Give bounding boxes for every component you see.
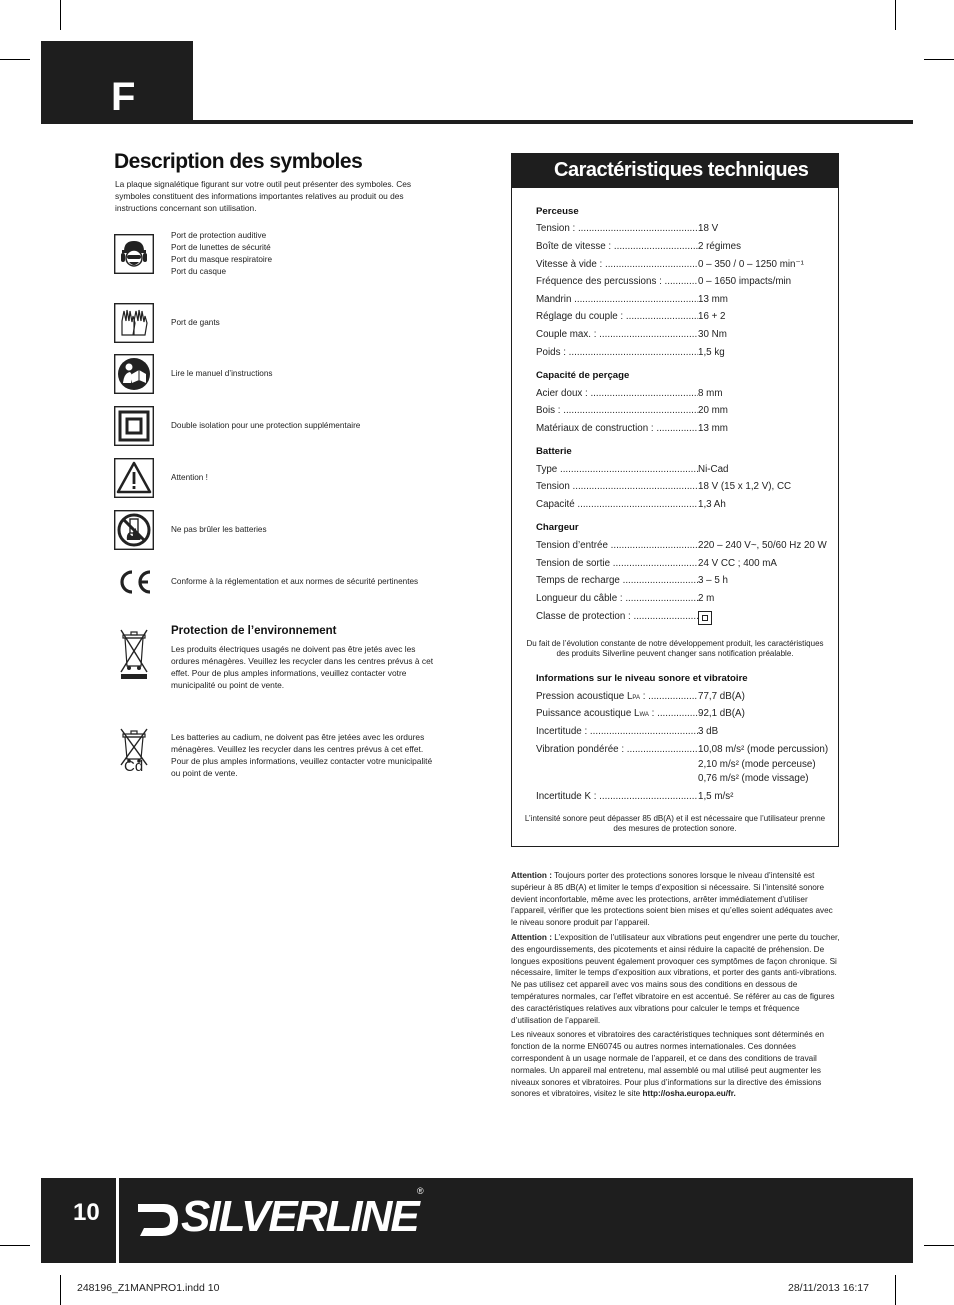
symbol-text: Lire le manuel d’instructions	[171, 369, 273, 378]
no-burn-battery-icon	[114, 510, 154, 550]
footer-bar	[41, 1178, 913, 1263]
language-letter: F	[111, 75, 136, 119]
group-title: Capacité de perçage	[536, 370, 630, 381]
spec-row: Classe de protection : .....	[536, 611, 836, 625]
header-rule	[41, 120, 913, 124]
warning-vibration: Attention : L’exposition de l’utilisateur aux vibrations peut engendrer une perte du toucher, des engourdissements, des picotements et ainsi réduire la capacité de préhension. De longues expositions peuvent également provoquer ces symptômes de façon chronique. Si nécessaire, limiter le temps d’exposition aux vibrations, et porter des gants anti-vibrations. Ne pas utilisez cet appareil avec vos mains sous des conditions en dessous de températures normales, car l’effet vibratoire en est accentué. Se référer au cas de figures des caractéristiques relatives aux vibrations pour calculer le temps et fréquence d’utilisation de l’appareil.	[511, 932, 840, 1025]
crop-mark	[60, 1275, 61, 1305]
spec-row: Mandrin ..... 13 mm	[536, 294, 836, 308]
warning-noise: Attention : Toujours porter des protections sonores lorsque le niveau d’intensité est supérieur à 85 dB(A) et limiter le temps d’exposition si nécessaire. Si l’intensité sonore devient inconfortable, même avec les protections, arrêter immédiatement d’utiliser l’appareil, vérifier que les protections soient bien mises et qu’elles soient adéquates avec le niveau sonore produit par l’appareil.	[511, 871, 833, 928]
crop-mark	[0, 1245, 30, 1246]
spec-row: Acier doux : ..... 8 mm	[536, 388, 836, 402]
group-title: Perceuse	[536, 206, 579, 217]
spec-row: Capacité ..... 1,3 Ah	[536, 499, 836, 513]
vibration-vissage: 0,76 m/s² (mode vissage)	[698, 773, 809, 784]
evolution-note: Du fait de l’évolution constante de notre développement produit, les caractéristiques des produits Silverline peuvent changer sans notification préalable.	[526, 639, 824, 658]
crop-mark	[895, 1275, 896, 1305]
footer-divider	[116, 1178, 119, 1263]
spec-row: Vibration pondérée : ..... 10,08 m/s² (mode percussion)	[536, 744, 836, 758]
crop-mark	[0, 59, 30, 60]
osha-link[interactable]: http://osha.europa.eu/fr.	[642, 1089, 736, 1099]
spec-row: Longueur du câble : ..... 2 m	[536, 593, 836, 607]
tech-specs-box	[511, 153, 839, 847]
spec-row: Tension ..... 18 V (15 x 1,2 V), CC	[536, 481, 836, 495]
vibration-perceuse: 2,10 m/s² (mode perceuse)	[698, 759, 816, 770]
crop-mark	[924, 59, 954, 60]
spec-row: Tension d’entrée ..... 220 – 240 V~, 50/60 Hz 20 W	[536, 540, 836, 554]
symbol-text: Port de protection auditive Port de lunettes de sécurité Port du masque respiratoire Port du casque	[171, 231, 273, 276]
spec-row: Réglage du couple : ..... 16 + 2	[536, 311, 836, 325]
warning-norms: Les niveaux sonores et vibratoires des caractéristiques techniques sont déterminés en fonction de la norme EN60745 ou autres normes internationales. Ces données correspondent à un usage normale de l’appareil, et ce dans des conditions de travail normales. Un appareil mal entretenu, mal assemblé ou mal utilisé peut augmenter les niveaux sonores et vibratoires. Pour plus d’informations sur la directive des émissions sonores et vibratoires, visitez le site http://osha.europa.eu/fr.	[511, 1030, 825, 1099]
spec-row: Temps de recharge ..... 3 – 5 h	[536, 575, 836, 589]
cd-label: Cd	[124, 758, 144, 775]
spec-row: Type ..... Ni-Cad	[536, 464, 836, 478]
spec-row: Tension de sortie ..... 24 V CC ; 400 mA	[536, 558, 836, 572]
spec-row: Tension : ..... 18 V	[536, 223, 836, 237]
spec-row: Pression acoustique LPA : ..... 77,7 dB(A)	[536, 691, 836, 705]
spec-row: Bois : ..... 20 mm	[536, 405, 836, 419]
warning-icon	[114, 458, 154, 498]
group-title: Chargeur	[536, 522, 579, 533]
spec-row: Poids : ..... 1,5 kg	[536, 347, 836, 361]
environment-title: Protection de l’environnement	[171, 625, 337, 637]
spec-row: Boîte de vitesse : ..... 2 régimes	[536, 241, 836, 255]
crop-mark	[924, 1245, 954, 1246]
manual-icon	[114, 354, 154, 394]
symbol-text: Port de gants	[171, 318, 220, 327]
spec-row: Vitesse à vide : ..... 0 – 350 / 0 – 1250 min⁻¹	[536, 259, 836, 273]
gloves-icon	[114, 303, 154, 343]
tech-specs-header	[512, 154, 838, 188]
symbols-intro: La plaque signalétique figurant sur votre outil peut présenter des symboles. Ces symboles constituent des informations importantes relatives au produit ou des instructions concernant son utilisation.	[115, 179, 412, 213]
symbol-text: Attention !	[171, 473, 208, 482]
slug-file: 248196_Z1MANPRO1.indd 10	[77, 1282, 220, 1294]
slug-date: 28/11/2013 16:17	[788, 1282, 869, 1294]
symbol-text: Double isolation pour une protection supplémentaire	[171, 421, 361, 430]
double-insulation-icon	[114, 406, 154, 446]
environment-text: Les produits électriques usagés ne doivent pas être jetés avec les ordures ménagères. Veuillez les recycler dans les centres prévus à cet effet. Pour de plus amples informations, veuillez contacter votre municipalité ou point de vente.	[171, 644, 434, 690]
page-number: 10	[73, 1199, 100, 1226]
warnings-text	[511, 870, 841, 1103]
symbol-text: Ne pas brûler les batteries	[171, 525, 267, 534]
weee-bin-icon	[118, 626, 150, 682]
tech-specs-title: Caractéristiques techniques	[554, 159, 809, 181]
crop-mark	[895, 0, 896, 30]
group-title: Informations sur le niveau sonore et vibratoire	[536, 673, 748, 684]
crop-mark	[60, 0, 61, 30]
spec-row: Matériaux de construction : ..... 13 mm	[536, 423, 836, 437]
symbol-text: Conforme à la réglementation et aux normes de sécurité pertinentes	[171, 577, 419, 586]
group-title: Batterie	[536, 446, 572, 457]
spec-row: Incertitude : ..... 3 dB	[536, 726, 836, 740]
spec-row: Puissance acoustique LWA : ..... 92,1 dB(A)	[536, 708, 836, 722]
intensity-note: L’intensité sonore peut dépasser 85 dB(A) et il est nécessaire que l’utilisateur prenne des mesures de protection sonore.	[524, 814, 826, 833]
ce-mark-icon	[114, 562, 154, 602]
registered-mark: ®	[417, 1186, 424, 1196]
language-tab	[41, 41, 193, 124]
brand-logo: SILVERLINE	[181, 1192, 418, 1241]
spec-row: Incertitude K : ..... 1,5 m/s²	[536, 791, 836, 805]
brand-hook-icon	[134, 1198, 184, 1242]
ppe-icon	[114, 234, 154, 274]
battery-text: Les batteries au cadium, ne doivent pas être jetées avec les ordures ménagères. Veuillez les recycler dans les centres prévus à cet effet. Pour de plus amples informations, veuillez contacter votre municipalité ou point de vente.	[171, 732, 433, 778]
spec-row: Fréquence des percussions : ..... 0 – 1650 impacts/min	[536, 276, 836, 290]
symbols-title: Description des symboles	[114, 150, 363, 173]
protection-class-icon	[698, 611, 712, 625]
spec-row: Couple max. : ..... 30 Nm	[536, 329, 836, 343]
